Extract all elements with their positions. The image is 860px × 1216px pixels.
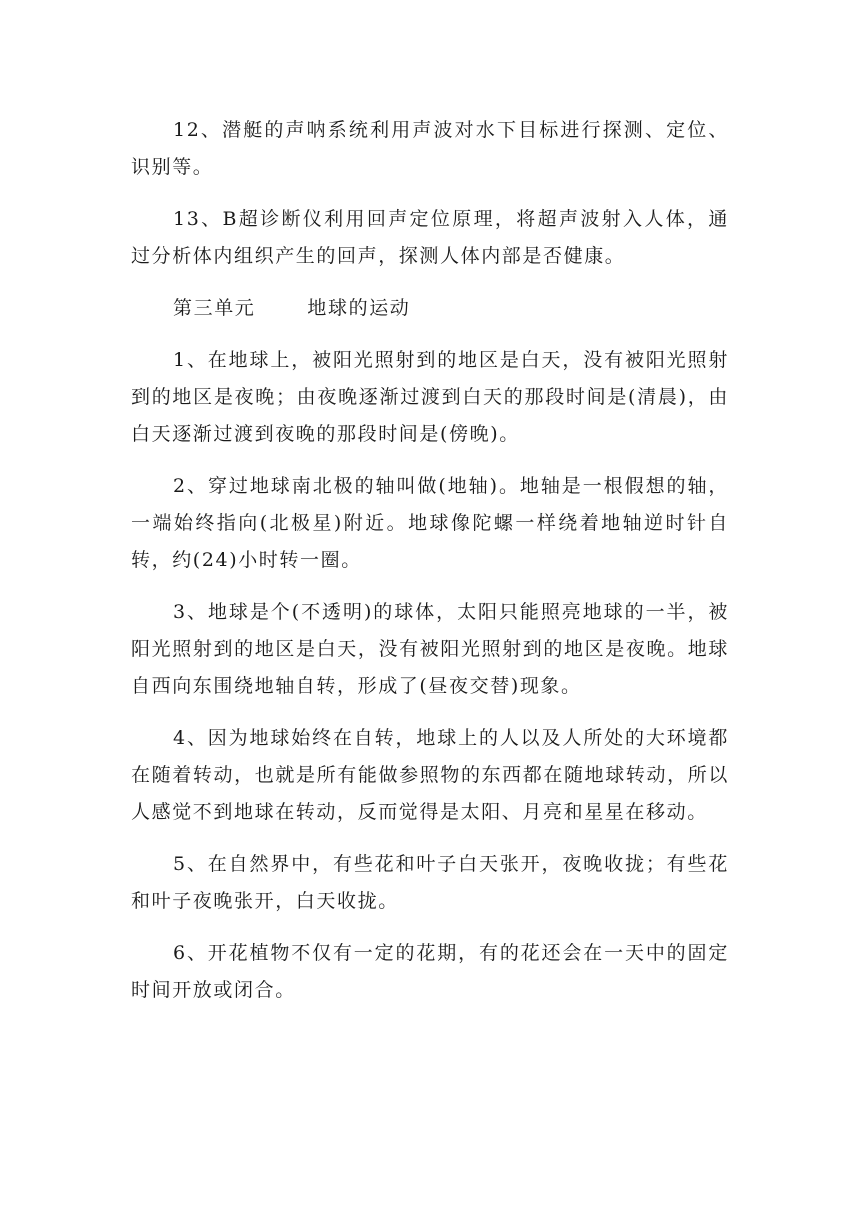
section-heading bbox=[131, 290, 729, 327]
paragraph-item-1: 1、在地球上，被阳光照射到的地区是白天，没有被阳光照射到的地区是夜晚；由夜晚逐渐过渡到白天的那段时间是(清晨)，由白天逐渐过渡到夜晚的那段时间是(傍晚)。 bbox=[131, 349, 729, 445]
paragraph-item-3: 3、地球是个(不透明)的球体，太阳只能照亮地球的一半，被阳光照射到的地区是白天，没有被阳光照射到的地区是夜晚。地球自西向东围绕地轴自转，形成了(昼夜交替)现象。 bbox=[131, 601, 729, 697]
paragraph-item-6: 6、开花植物不仅有一定的花期，有的花还会在一天中的固定时间开放或闭合。 bbox=[131, 942, 729, 1001]
document-body bbox=[131, 112, 729, 1024]
section-title: 地球的运动 bbox=[307, 297, 411, 319]
paragraph-item-4: 4、因为地球始终在自转，地球上的人以及人所处的大环境都在随着转动，也就是所有能做参照物的东西都在随地球转动，所以人感觉不到地球在转动，反而觉得是太阳、月亮和星星在移动。 bbox=[131, 727, 729, 823]
section-unit: 第三单元 bbox=[173, 297, 256, 319]
paragraph-item-2: 2、穿过地球南北极的轴叫做(地轴)。地轴是一根假想的轴，一端始终指向(北极星)附近。地球像陀螺一样绕着地轴逆时针自转，约(24)小时转一圈。 bbox=[131, 475, 729, 571]
paragraph-13: 13、B超诊断仪利用回声定位原理，将超声波射入人体，通过分析体内组织产生的回声，探测人体内部是否健康。 bbox=[131, 208, 729, 267]
paragraph-12: 12、潜艇的声呐系统利用声波对水下目标进行探测、定位、识别等。 bbox=[131, 119, 729, 178]
paragraph-item-5: 5、在自然界中，有些花和叶子白天张开，夜晚收拢；有些花和叶子夜晚张开，白天收拢。 bbox=[131, 853, 729, 912]
